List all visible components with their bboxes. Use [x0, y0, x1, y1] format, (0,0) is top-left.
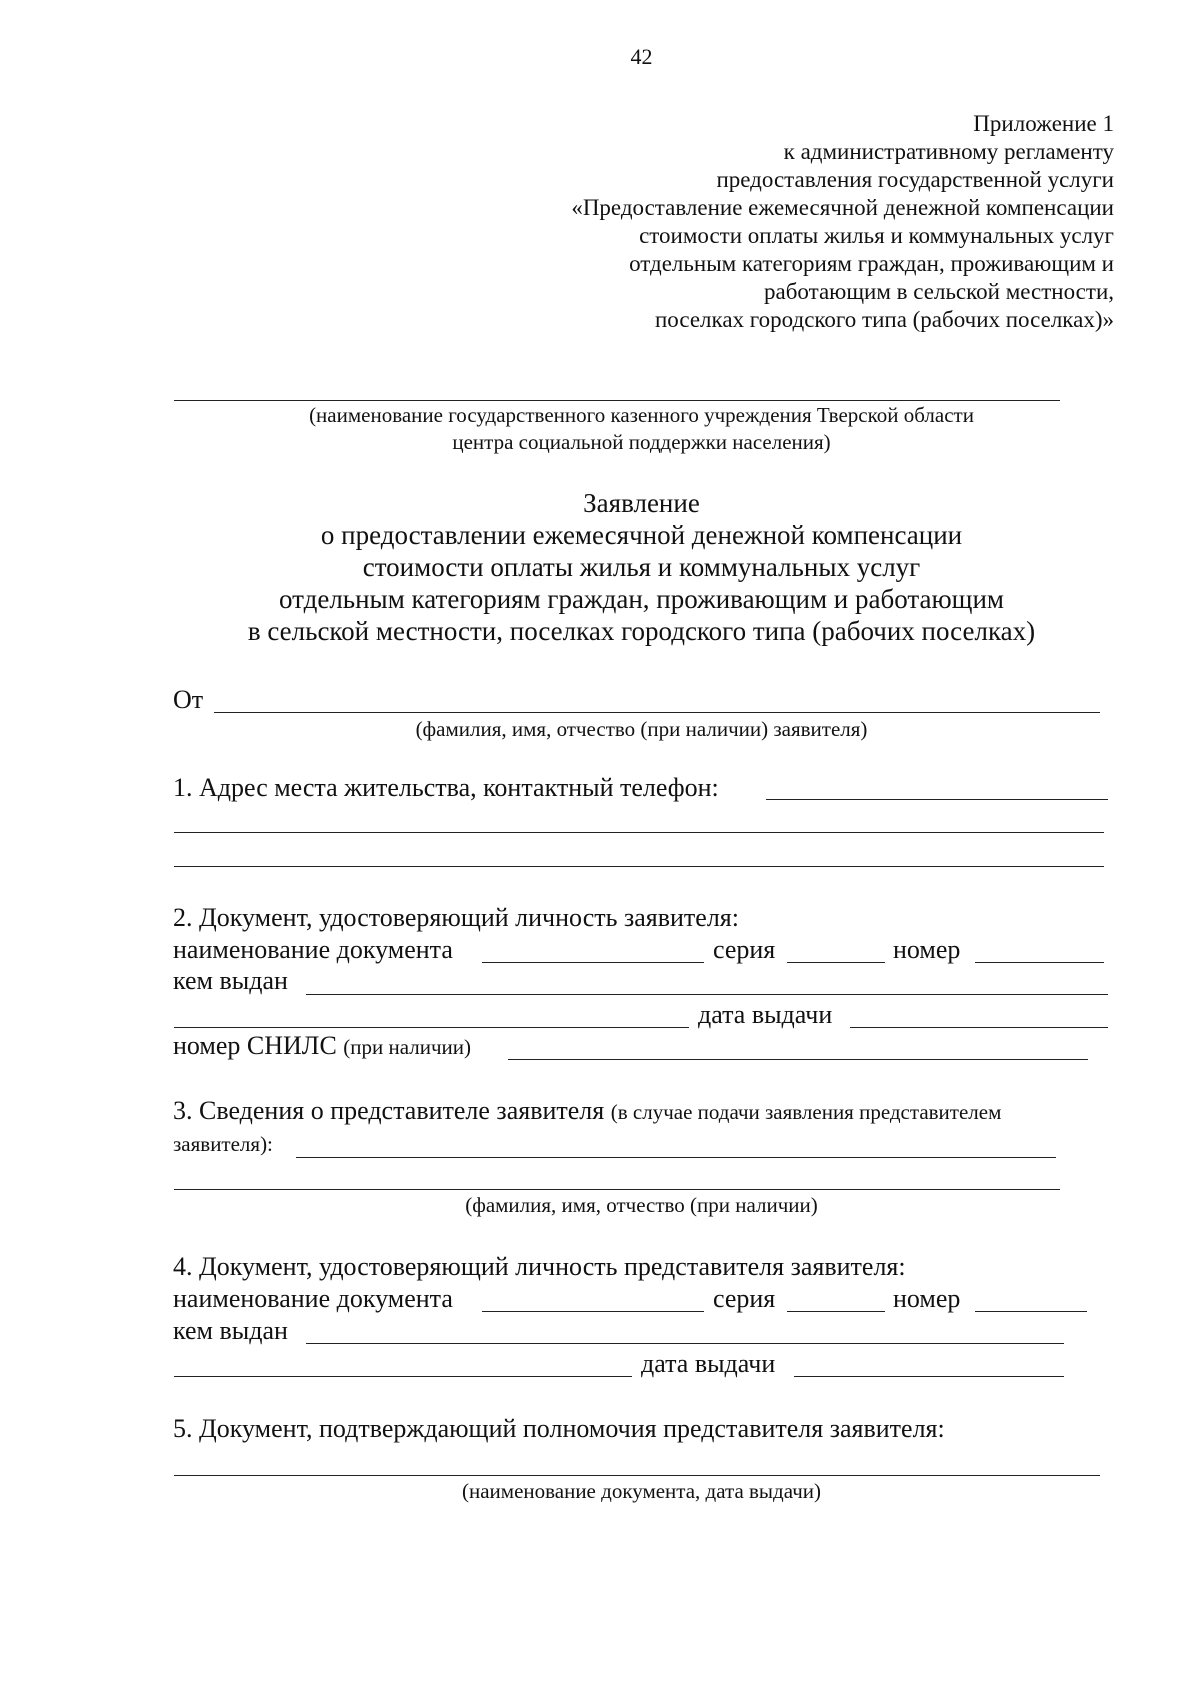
appendix-line: стоимости оплаты жилья и коммунальных услуг: [639, 223, 1114, 248]
issued-by-label: кем выдан: [173, 966, 288, 995]
appendix-header: [571, 110, 1114, 334]
address-field-line3[interactable]: [174, 866, 1104, 867]
rep-doc-name-label: наименование документа: [173, 1284, 453, 1313]
appendix-line: поселках городского типа (рабочих поселках)»: [654, 307, 1114, 332]
title-line: стоимости оплаты жилья и коммунальных услуг: [362, 552, 921, 582]
appendix-line: предоставления государственной услуги: [716, 167, 1114, 192]
rep-issued-by-field-line2[interactable]: [174, 1376, 632, 1377]
rep-number-field[interactable]: [975, 1311, 1087, 1312]
page-number: 42: [630, 44, 653, 69]
doc-name-field[interactable]: [482, 962, 704, 963]
issue-date-field[interactable]: [850, 1027, 1108, 1028]
institution-name-field[interactable]: [174, 400, 1060, 401]
issue-date-label: дата выдачи: [698, 1000, 833, 1029]
rep-issued-by-field[interactable]: [306, 1343, 1064, 1344]
rep-number-label: номер: [893, 1284, 961, 1313]
snils-label: [173, 1031, 471, 1062]
section4-heading: 4. Документ, удостоверяющий личность представителя заявителя:: [173, 1252, 906, 1281]
number-field[interactable]: [975, 962, 1104, 963]
rep-series-label: серия: [713, 1284, 776, 1313]
appendix-line: Приложение 1: [973, 111, 1114, 136]
snils-note: (при наличии): [343, 1035, 472, 1059]
appendix-line: отдельным категориям граждан, проживающим и: [629, 251, 1114, 276]
appendix-line: «Предоставление ежемесячной денежной компенсации: [571, 195, 1114, 220]
application-title: [0, 487, 1200, 647]
authority-doc-caption: (наименование документа, дата выдачи): [461, 1479, 821, 1503]
institution-caption: (наименование государственного казенного учреждения Тверской области: [309, 403, 974, 427]
issued-by-field[interactable]: [306, 994, 1108, 995]
issued-by-field-line2[interactable]: [174, 1027, 689, 1028]
rep-doc-name-field[interactable]: [482, 1311, 704, 1312]
doc-name-label: наименование документа: [173, 935, 453, 964]
from-label: От: [173, 685, 204, 714]
representative-note: (в случае подачи заявления представителем: [610, 1100, 1002, 1124]
representative-label: [173, 1096, 1001, 1127]
representative-name-caption: (фамилия, имя, отчество (при наличии): [465, 1193, 818, 1217]
address-field-line2[interactable]: [174, 832, 1104, 833]
representative-name-field-line2[interactable]: [174, 1189, 1060, 1190]
authority-doc-field[interactable]: [174, 1475, 1100, 1476]
rep-issued-by-label: кем выдан: [173, 1316, 288, 1345]
title-line: в сельской местности, поселках городского типа (рабочих поселках): [247, 616, 1036, 646]
snils-field[interactable]: [508, 1059, 1088, 1060]
rep-series-field[interactable]: [787, 1311, 885, 1312]
rep-issue-date-label: дата выдачи: [641, 1349, 776, 1378]
number-label: номер: [893, 935, 961, 964]
address-label: 1. Адрес места жительства, контактный телефон:: [173, 773, 719, 802]
representative-name-field[interactable]: [296, 1157, 1056, 1158]
series-field[interactable]: [787, 962, 885, 963]
institution-caption-line2: центра социальной поддержки населения): [452, 430, 831, 454]
applicant-name-field[interactable]: [214, 712, 1100, 713]
representative-label-text: 3. Сведения о представителе заявителя: [173, 1096, 605, 1125]
address-field[interactable]: [766, 799, 1108, 800]
title-line: о предоставлении ежемесячной денежной компенсации: [320, 520, 963, 550]
appendix-line: работающим в сельской местности,: [764, 279, 1114, 304]
representative-note-cont: заявителя):: [173, 1132, 273, 1156]
snils-label-text: номер СНИЛС: [173, 1031, 337, 1060]
title-line: отдельным категориям граждан, проживающим и работающим: [279, 584, 1004, 614]
section5-heading: 5. Документ, подтверждающий полномочия представителя заявителя:: [173, 1414, 945, 1443]
section2-heading: 2. Документ, удостоверяющий личность заявителя:: [173, 903, 739, 932]
title-line: Заявление: [583, 488, 700, 518]
applicant-name-caption: (фамилия, имя, отчество (при наличии) заявителя): [415, 717, 868, 741]
rep-issue-date-field[interactable]: [794, 1376, 1064, 1377]
series-label: серия: [713, 935, 776, 964]
appendix-line: к административному регламенту: [783, 139, 1114, 164]
